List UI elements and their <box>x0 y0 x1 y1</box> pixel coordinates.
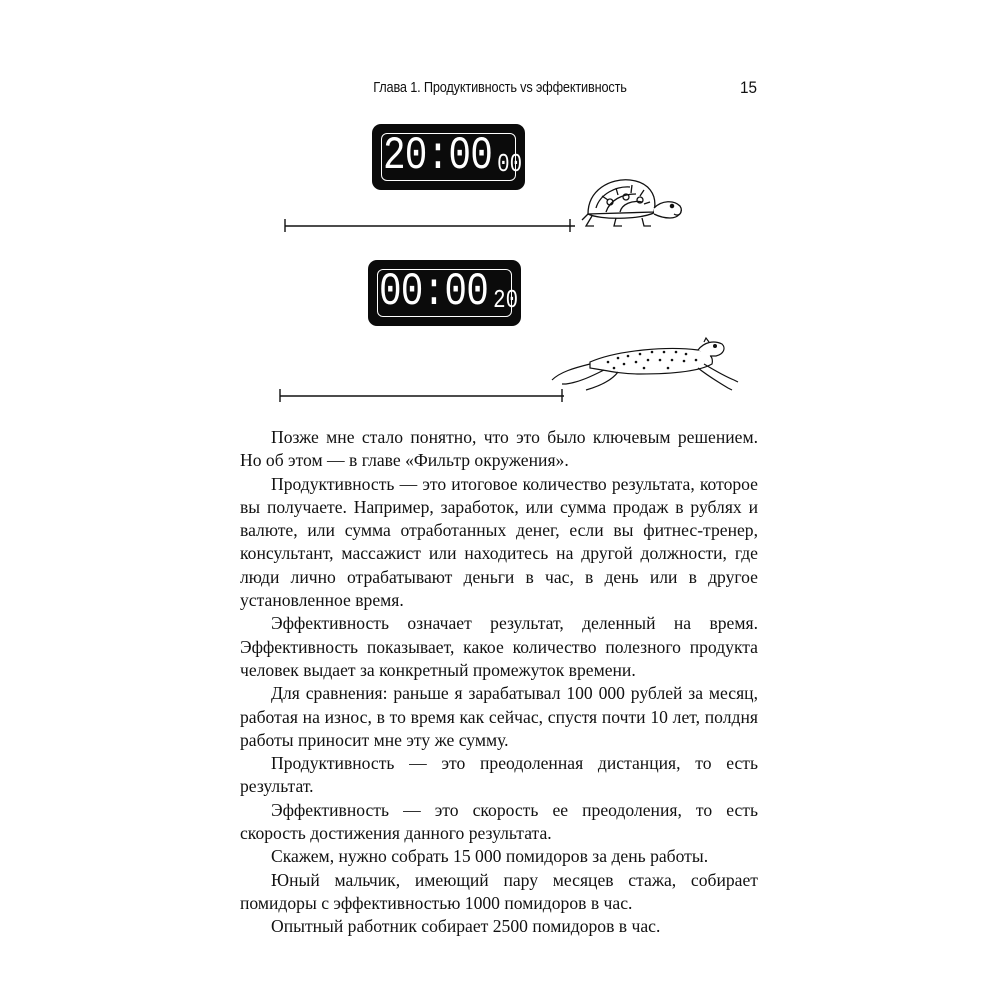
clock-seconds: 20 <box>493 285 519 315</box>
clock-main-time: 20:00 <box>383 130 493 182</box>
clock-main-time: 00:00 <box>379 266 489 318</box>
paragraph: Скажем, нужно собрать 15 000 помидоров за день работы. <box>271 846 709 867</box>
paragraph: Эффективность означает результат, деленный на время. Эффективность показывает, какое количество полезного продукта человек выдает за конкретный промежуток времени. <box>240 613 758 680</box>
paragraph: Опытный работник собирает 2500 помидоров в час. <box>271 916 661 937</box>
chapter-title: Глава 1. Продуктивность vs эффективность <box>373 80 627 96</box>
paragraph: Позже мне стало понятно, что это было ключевым решением. Но об этом — в главе «Фильтр окружения». <box>240 427 758 471</box>
bottom-digital-clock <box>368 260 521 326</box>
tortoise-icon <box>582 180 681 226</box>
paragraph: Эффективность — это скорость ее преодоления, то есть скорость достижения данного результата. <box>240 799 758 844</box>
paragraph: Юный мальчик, имеющий пару месяцев стажа, собирает помидоры с эффективностью 1000 помидоров в час. <box>240 869 758 913</box>
running-header <box>240 80 760 104</box>
paragraph: Продуктивность — это итоговое количество результата, которое вы получаете. Например, заработок, или сумма продаж в рублях и валюте, или сумма отработанных денег, если вы фитнес-тренер, консультант, массажист или находитесь на другой должности, где люди лично отрабатывают деньги в час, в день или в другое установленное время. <box>240 473 758 611</box>
tortoise-track <box>270 170 690 240</box>
body-text <box>240 426 758 939</box>
page-number: 15 <box>740 78 758 97</box>
clock-seconds: 00 <box>497 149 523 179</box>
paragraph: Продуктивность — это преодоленная дистанция, то есть результат. <box>240 753 758 797</box>
paragraph: Для сравнения: раньше я зарабатывал 100 000 рублей за месяц, работая на износ, в то время как сейчас, спустя почти 10 лет, полдня работы приносит мне эту же сумму. <box>240 683 758 750</box>
cheetah-icon <box>552 338 738 390</box>
cheetah-track <box>268 330 748 410</box>
